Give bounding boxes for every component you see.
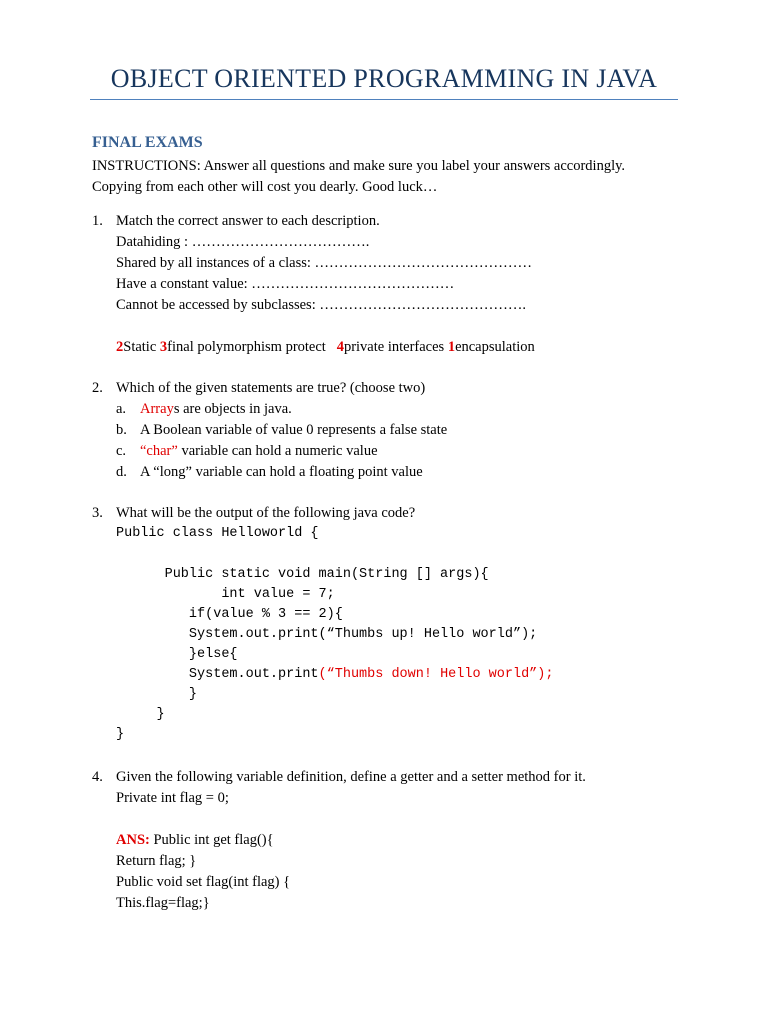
instructions-line-2: Copying from each other will cost you dearly. Good luck…: [92, 179, 438, 195]
q2-option-text: variable can hold a numeric value: [177, 443, 378, 459]
q4-prompt: [92, 767, 586, 787]
title-underline: [90, 99, 678, 100]
q2-option-letter: c.: [116, 443, 127, 459]
q1-item-4: Cannot be accessed by subclasses: …………………………………….: [116, 297, 526, 313]
q2-option-red: “char”: [140, 443, 178, 459]
q2-option-a: [116, 399, 292, 419]
code-line-8: [116, 665, 554, 685]
q3-number: 3.: [92, 505, 103, 521]
q1-answer-mark-4: 1: [447, 339, 456, 355]
q2-option-c: [116, 441, 378, 461]
q1-number: 1.: [92, 213, 103, 229]
q1-item-3: Have a constant value: ……………………………………: [116, 276, 455, 292]
code-red-string: (“Thumbs down! Hello world”);: [318, 667, 554, 682]
ans-label: ANS:: [116, 832, 150, 848]
q2-prompt-text: Which of the given statements are true? (choose two): [116, 380, 426, 396]
q1-item-2: Shared by all instances of a class: ………………………………………: [116, 255, 533, 271]
q3-prompt: [92, 503, 415, 523]
q4-number: 4.: [92, 769, 103, 785]
code-line-9: }: [116, 687, 198, 702]
code-line-10: }: [116, 707, 165, 722]
q2-option-letter: d.: [116, 464, 127, 480]
q1-prompt: [92, 211, 380, 231]
q1-answer: [116, 337, 535, 357]
instructions-line-1: INSTRUCTIONS: Answer all questions and make sure you label your answers accordingly.: [92, 158, 626, 174]
q2-option-text: A “long” variable can hold a floating point value: [140, 464, 423, 480]
document-title: OBJECT ORIENTED PROGRAMMING IN JAVA: [110, 64, 658, 93]
code-line-1: Public class Helloworld {: [116, 526, 319, 541]
code-line-6: System.out.print(“Thumbs up! Hello world”);: [116, 627, 538, 642]
q2-option-text: A Boolean variable of value 0 represents a false state: [140, 422, 448, 438]
q1-answer-text-1: Static: [123, 339, 160, 355]
q4-definition: Private int flag = 0;: [116, 790, 229, 806]
code-line-11: }: [116, 727, 125, 742]
q1-answer-mark-1: 2: [116, 339, 124, 355]
q4-answer-line-4: This.flag=flag;}: [116, 895, 210, 911]
q4-answer-line-1: [116, 830, 274, 850]
q4-answer-line-2: Return flag; }: [116, 853, 197, 869]
code-print-call: System.out.print: [116, 667, 319, 682]
q2-option-letter: b.: [116, 422, 127, 438]
code-line-4: int value = 7;: [116, 587, 335, 602]
q4-prompt-text: Given the following variable definition, define a getter and a setter method for it.: [116, 769, 586, 785]
section-heading: FINAL EXAMS: [92, 134, 203, 151]
q2-option-red: Array: [140, 401, 174, 417]
q2-option-letter: a.: [116, 401, 127, 417]
code-line-5: if(value % 3 == 2){: [116, 607, 343, 622]
ans-text: Public int get flag(){: [153, 832, 274, 848]
q2-option-d: [116, 462, 423, 482]
q1-answer-mark-3: 4: [336, 339, 344, 355]
q1-item-1: Datahiding : ……………………………….: [116, 234, 370, 250]
q2-prompt: [92, 378, 425, 398]
q2-option-b: [116, 420, 447, 440]
q1-answer-mark-2: 3: [159, 339, 168, 355]
q1-prompt-text: Match the correct answer to each description.: [116, 213, 380, 229]
q2-option-text: s are objects in java.: [173, 401, 292, 417]
code-line-7: }else{: [116, 647, 238, 662]
q1-answer-text-4: encapsulation: [455, 339, 535, 355]
q2-number: 2.: [92, 380, 103, 396]
code-line-3: Public static void main(String [] args){: [116, 567, 489, 582]
q1-answer-text-2: final polymorphism protect: [167, 339, 337, 355]
q1-answer-text-3: private interfaces: [343, 339, 448, 355]
q3-prompt-text: What will be the output of the following java code?: [116, 505, 416, 521]
q4-answer-line-3: Public void set flag(int flag) {: [116, 874, 291, 890]
